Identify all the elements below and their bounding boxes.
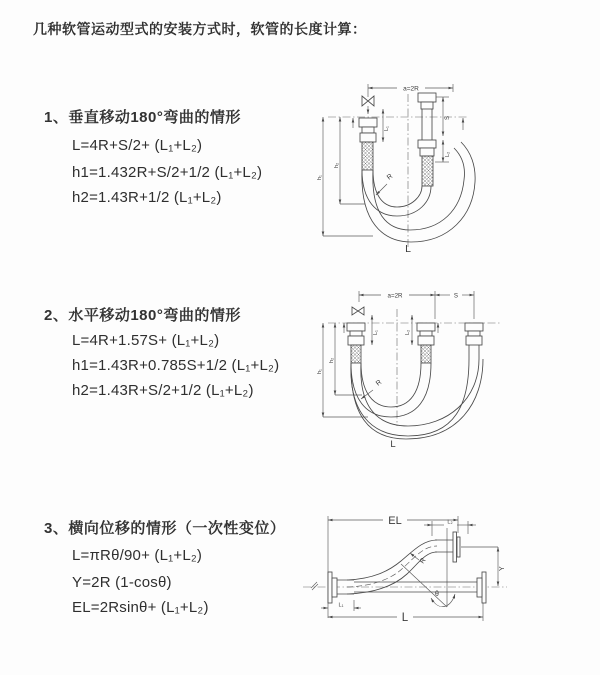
radius-label: R: [418, 556, 428, 566]
section2-heading: 2、水平移动180°弯曲的情形: [44, 307, 241, 324]
s-curve-hose: [347, 540, 437, 594]
dim-L2-label: L₂: [447, 519, 453, 526]
section1-formula-h1: h1=1.432R+S/2+1/2 (L₁+L₂): [72, 164, 263, 181]
dim-L2: [405, 315, 412, 345]
page-title: 几种软管运动型式的安装方式时，软管的长度计算：: [33, 21, 367, 37]
left-hose-fitting: [347, 323, 365, 363]
dim-L1-label: L₁: [373, 330, 379, 335]
valve-icon: [352, 307, 364, 315]
radius-label: R: [385, 172, 395, 182]
dim-a-label: a=2R: [403, 85, 419, 93]
dim-L2-label: L₂: [405, 329, 411, 335]
length-label: L: [390, 439, 396, 450]
right-hose-fitting-upper: [418, 93, 436, 140]
middle-hose-fitting: [417, 323, 435, 363]
dim-S-label: S: [453, 292, 459, 300]
braided-section: [351, 345, 361, 363]
dim-h2: [334, 117, 365, 204]
dim-L2-label: L₂: [445, 151, 451, 157]
break-mark: [311, 582, 318, 590]
dim-L2: [435, 140, 451, 162]
right-hose-fitting-lower: [418, 140, 436, 186]
dim-L1: [383, 109, 390, 142]
angle-label: θ: [435, 591, 439, 598]
braided-section: [422, 156, 433, 186]
section3-formula-L: L=πRθ/90+ (L₁+L₂): [72, 547, 203, 564]
section1-heading: 1、垂直移动180°弯曲的情形: [44, 109, 241, 126]
braided-section: [421, 345, 431, 363]
left-hose-fitting: [359, 118, 377, 170]
diagram-vertical-180-bend: [313, 76, 581, 256]
section3-heading: 3、横向位移的情形（一次性变位）: [44, 520, 286, 537]
dim-L1-label: L₁: [338, 602, 344, 609]
dim-L1: [372, 315, 379, 345]
lower-left-flange: [328, 572, 354, 603]
section3-formula-EL: EL=2Rsinθ+ (L₁+L₂): [72, 599, 209, 616]
section2-formula-h1: h1=1.43R+0.785S+1/2 (L₁+L₂): [72, 357, 280, 374]
dim-a-2R: [368, 84, 453, 97]
dim-h1-label: h₁: [317, 369, 323, 374]
dim-h2-label: h₂: [334, 162, 340, 168]
diagram-lateral-displacement: [297, 500, 600, 648]
section2-formula-L: L=4R+1.57S+ (L₁+L₂): [72, 332, 220, 349]
radius-label: R: [374, 378, 384, 388]
upper-flange: [435, 532, 460, 562]
radius-callout: [376, 173, 394, 195]
right-hose-fitting: [465, 323, 483, 359]
dim-S-label: S: [445, 115, 451, 120]
valve-icon: [362, 96, 374, 114]
lower-right-flange: [477, 572, 486, 603]
length-label: L: [405, 243, 411, 255]
dim-L-label: L: [401, 612, 409, 624]
section1-formula-h2: h2=1.43R+1/2 (L₁+L₂): [72, 189, 222, 206]
dim-EL-label: EL: [388, 515, 402, 527]
dim-L: [328, 598, 483, 624]
section2-formula-h2: h2=1.43R+S/2+1/2 (L₁+L₂): [72, 382, 254, 399]
braided-section: [362, 142, 373, 170]
dim-S: [436, 97, 451, 136]
diagram-horizontal-180-bend: [306, 281, 594, 461]
dim-L1-label: L₁: [384, 126, 390, 131]
dim-h2-label: h₂: [329, 357, 335, 363]
dim-h1-label: h₁: [317, 175, 323, 180]
dim-L2: [424, 520, 476, 537]
dim-Y-label: Y: [499, 566, 506, 571]
section3-formula-Y: Y=2R (1-cosθ): [72, 574, 172, 591]
dim-a-label: a=2R: [387, 292, 403, 300]
hose-u-bends: [351, 359, 483, 439]
dim-L1: [321, 600, 361, 611]
dim-a-2R: [359, 291, 474, 319]
section1-formula-L: L=4R+S/2+ (L₁+L₂): [72, 137, 203, 154]
